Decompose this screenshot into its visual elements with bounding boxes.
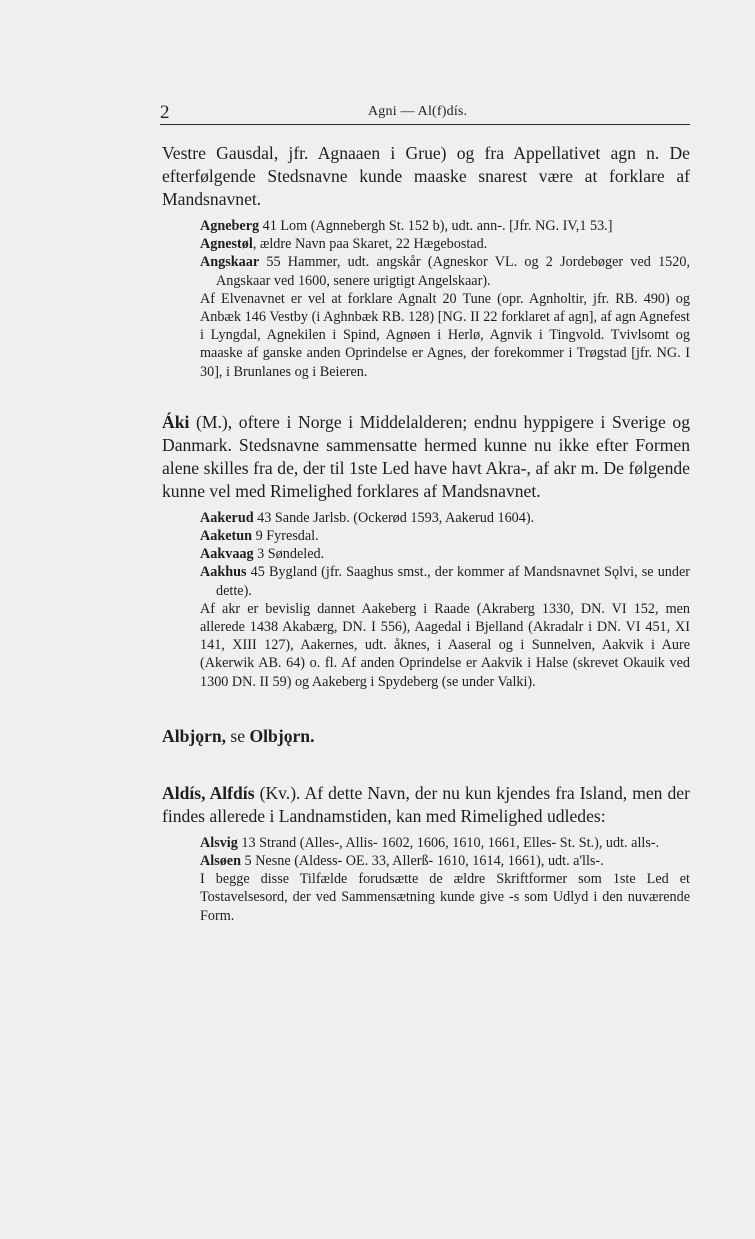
page-number: 2 (160, 102, 170, 123)
entry-alsvig: Alsvig 13 Strand (Alles-, Allis- 1602, 1606, 1610, 1661, Elles- St. St.), udt. alls-. (200, 834, 660, 851)
lemma-albjorn: Albjǫrn, (162, 725, 227, 746)
entry-alsoen: Alsøen 5 Nesne (Aldess- OE. 33, Allerß- 1610, 1614, 1661), udt. a'lls-. (200, 853, 604, 870)
entry-aaketun: Aaketun 9 Fyresdal. (200, 528, 319, 545)
aldis-paragraph: Aldís, Alfdís (Kv.). Af dette Navn, der nu kun kjendes fra Island, men der findes allerede i Landnamstiden, kan med Rimelighed udledes: (162, 782, 690, 826)
lemma-aldis: Aldís, Alfdís (162, 782, 255, 803)
lemma-aki: Áki (162, 411, 190, 432)
headword: Aakvaag (200, 546, 254, 563)
entry-aakerud: Aakerud 43 Sande Jarlsb. (Ockerød 1593, Aakerud 1604). (200, 509, 535, 526)
entry-aakvaag: Aakvaag 3 Søndeled. (200, 546, 325, 563)
headword: Alsøen (200, 853, 241, 870)
headword: Angskaar (200, 254, 260, 271)
entry-angskaar: Angskaar 55 Hammer, udt. angskår (Agneskor VL. og 2 Jordebøger ved 1520, Angskaar ved 1600, senere urigtigt Angelskaar). (200, 254, 690, 289)
headword: Aakhus (200, 564, 247, 581)
entry-agneberg: Agneberg 41 Lom (Agnnebergh St. 152 b), udt. ann-. [Jfr. NG. IV,1 53.] (200, 218, 613, 234)
headword: Aakerud (200, 509, 254, 526)
cross-reference: Olbjǫrn. (249, 725, 315, 746)
headword: Alsvig (200, 834, 238, 851)
headword: Agneberg (200, 218, 260, 234)
agni-note: Af Elvenavnet er vel at forklare Agnalt 20 Tune (opr. Agnholtir, jfr. RB. 490) og Anbæk 146 Vestby (i Aghnbæk RB. 128) [NG. II 22 forklaret af agn], af agn Agnefest i Lyngdal, Agnekilen i Spind, Agnøen i Herlø, Agnvik i Tingvold. Tvivlsomt og maaske af ganske anden Oprindelse er Agnes, der forekommer i Trøgstad [jfr. NG. I 30], i Brunlanes og i Beieren. (200, 290, 690, 380)
intro-paragraph: Vestre Gausdal, jfr. Agnaaen i Grue) og fra Appellativet agn n. De efterfølgende Stedsnavne kunde maaske snarest være at forklare af Mandsnavnet. (162, 143, 690, 209)
entry-agnestol: Agnestøl, ældre Navn paa Skaret, 22 Hægebostad. (200, 236, 488, 253)
albjorn-paragraph: Albjǫrn, se Olbjǫrn. (162, 725, 315, 746)
running-head: Agni — Al(f)dís. (368, 104, 468, 119)
page-header (160, 102, 690, 125)
headword: Agnestøl (200, 236, 253, 253)
aki-note: Af akr er bevislig dannet Aakeberg i Raade (Akraberg 1330, DN. VI 152, men allerede 1438 Akabærg, DN. I 556), Aagedal i Bjelland (Akradalr i DN. VI 451, XI 141, XIII 127), Aakernes, udt. åknes, i Aaseral og i Sunnelven, Aakvik i Aure (Akerwik AB. 64) o. fl. Af anden Oprindelse er Aakvik i Halse (skrevet Okauik ved 1300 DN. II 59) og Aakeberg i Spydeberg (se under Valki). (200, 600, 690, 690)
headword: Aaketun (200, 528, 253, 545)
page-body (162, 142, 690, 925)
entry-aakhus: Aakhus 45 Bygland (jfr. Saaghus smst., der kommer af Mandsnavnet Sǫlvi, se under dette). (200, 564, 690, 599)
aki-paragraph: Áki (M.), oftere i Norge i Middelalderen; endnu hyppigere i Sverige og Danmark. Stedsnavne sammensatte hermed kunne nu ikke efter Formen alene skilles fra de, der til 1ste Led have havt Akra-, af akr m. De følgende kunne vel med Rimelighed forklares af Mandsnavnet. (162, 411, 690, 501)
aldis-note: I begge disse Tilfælde forudsætte de ældre Skriftformer som 1ste Led et Tostavelsesord, der ved Sammensætning kunde give -s som Udlyd i den nuværende Form. (200, 871, 690, 924)
